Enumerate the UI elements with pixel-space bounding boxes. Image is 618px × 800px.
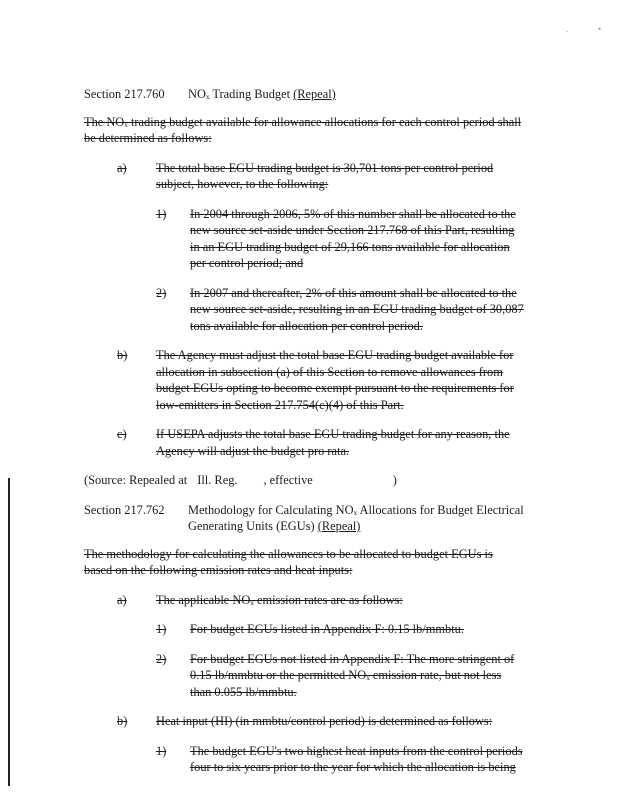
item-label: a)	[117, 592, 127, 607]
margin-rule	[8, 478, 10, 786]
section-760-item-c	[84, 426, 524, 459]
section-760-heading	[84, 86, 524, 103]
source-reg: Ill. Reg.	[197, 473, 238, 487]
section-760-title: NOₓ Trading Budget	[188, 87, 291, 101]
item-text: Heat input (HI) (in mmbtu/control period) is determined as follows:	[156, 714, 493, 728]
section-762-title: Methodology for Calculating NOₓ Allocations for Budget Electrical Generating Units (EGUs)	[188, 502, 524, 533]
item-text: The total base EGU trading budget is 30,701 tons per control period subject, however, to the following:	[156, 160, 494, 191]
item-text: The budget EGU's two highest heat inputs from the control periods four to six years prior to the year for which the allocation is being	[190, 743, 523, 774]
section-762-item-a1	[84, 621, 524, 638]
item-text: For budget EGUs not listed in Appendix F: The more stringent of 0.15 lb/mmbtu or the permitted NOₓ emission rate, but not less than 0.055 lb/mmbtu.	[190, 651, 515, 699]
item-label: 1)	[156, 743, 167, 758]
item-label: 2)	[156, 651, 167, 666]
section-762-item-b	[84, 713, 524, 730]
section-760-item-b	[84, 347, 524, 413]
section-762-repeal: (Repeal)	[317, 519, 361, 533]
section-762-item-b1	[84, 743, 524, 776]
item-label: b)	[117, 348, 128, 362]
item-text: If USEPA adjusts the total base EGU trading budget for any reason, the Agency will adjust the budget pro rata.	[156, 427, 510, 458]
item-label: 1)	[156, 622, 167, 636]
document-page	[84, 86, 524, 789]
source-note	[84, 472, 524, 489]
item-label: 1)	[156, 206, 167, 221]
scan-dot-mark: .	[566, 24, 569, 34]
section-760-repeal: (Repeal)	[293, 87, 336, 101]
item-label: 2)	[156, 285, 167, 300]
item-text: In 2007 and thereafter, 2% of this amount shall be allocated to the new source set-aside, resulting in an EGU trading budget of 30,087 tons available for allocation per control period.	[190, 285, 524, 333]
section-762-intro: The methodology for calculating the allowances to be allocated to budget EGUs is based on the following emission rates and heat inputs:	[84, 546, 493, 577]
section-760-item-a	[84, 160, 524, 193]
section-760-item-a1	[84, 206, 524, 272]
source-lead: (Source: Repealed at	[84, 473, 188, 487]
item-text: The Agency must adjust the total base EGU trading budget available for allocation in subsection (a) of this Section to remove allowances from budget EGUs opting to become exempt pursuant to the requirements for low-emitters in Section 217.754(c)(4) of this Part.	[156, 348, 514, 412]
item-label: c)	[117, 427, 127, 441]
source-close: )	[392, 473, 397, 487]
section-762-number: Section 217.762	[84, 502, 165, 517]
section-760-intro: The NOₓ trading budget available for allowance allocations for each control period shall be determined as follows:	[84, 114, 522, 145]
item-text: In 2004 through 2006, 5% of this number shall be allocated to the new source set-aside under Section 217.768 of this Part, resulting in an EGU trading budget of 29,166 tons available for allocation per control period; and	[190, 206, 516, 270]
section-760-item-a2	[84, 285, 524, 335]
item-text: For budget EGUs listed in Appendix F: 0.15 lb/mmbtu.	[190, 622, 464, 636]
source-effective: , effective	[263, 473, 313, 487]
item-text: The applicable NOₓ emission rates are as follows:	[156, 592, 403, 607]
section-762-item-a	[84, 592, 524, 609]
section-762-item-a2	[84, 651, 524, 701]
item-label: a)	[117, 160, 127, 175]
section-762-heading	[84, 502, 524, 535]
scan-dot-mark: •	[598, 24, 602, 34]
section-760-number: Section 217.760	[84, 87, 165, 101]
item-label: b)	[117, 714, 128, 728]
